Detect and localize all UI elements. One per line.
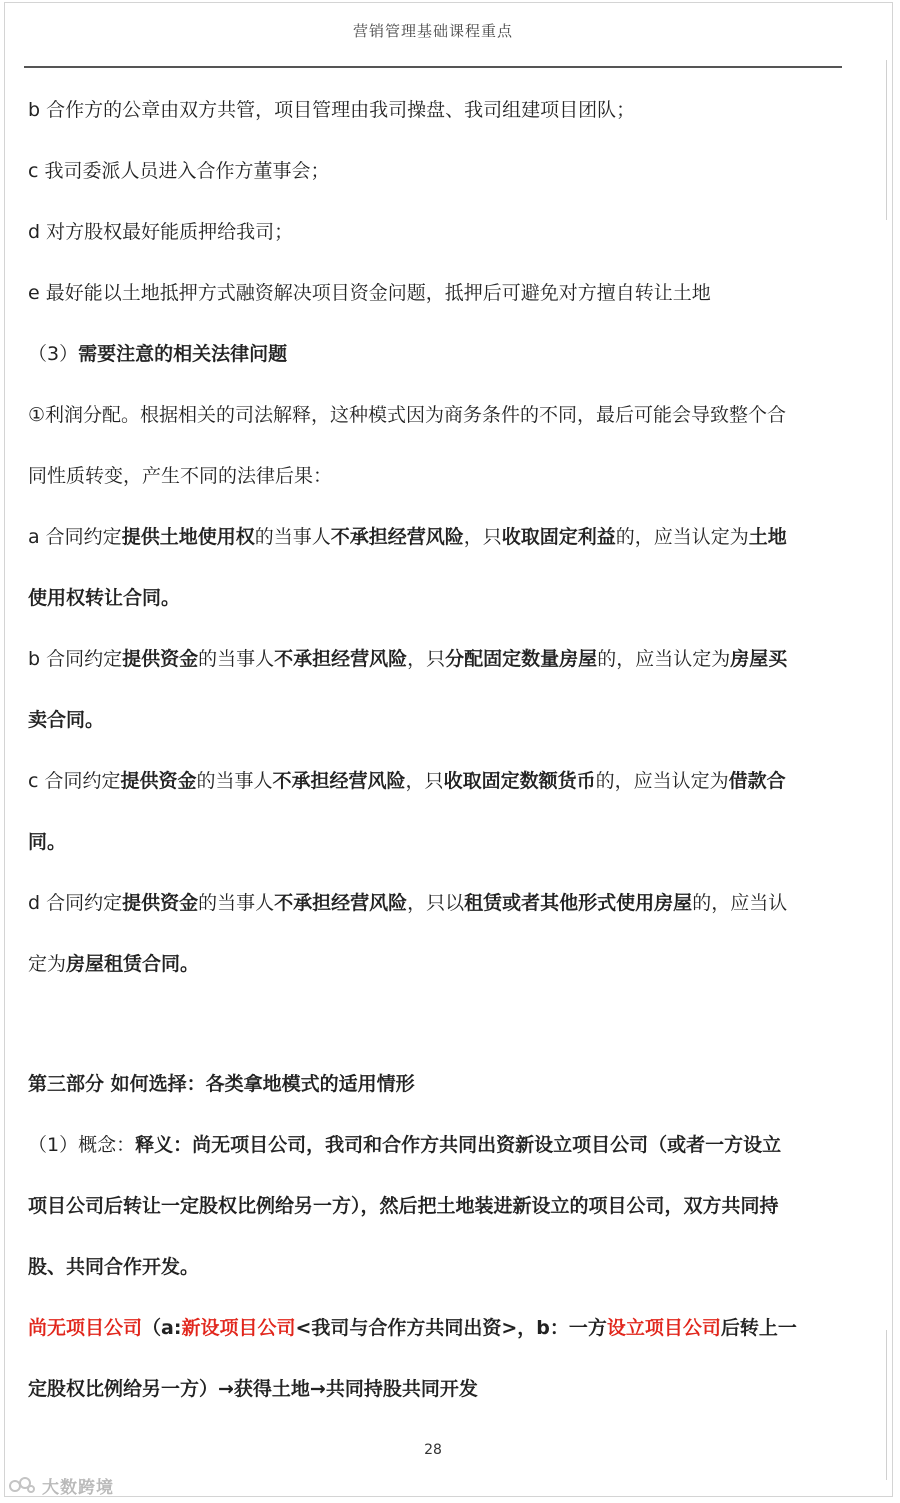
text-line: b 合同约定提供资金的当事人不承担经营风险，只分配固定数量房屋的，应当认定为房屋买 (28, 648, 788, 670)
text-line: 项目公司后转让一定股权比例给另一方），然后把土地装进新设立的项目公司，双方共同持 (28, 1195, 779, 1217)
page-edge-mark (886, 60, 887, 220)
text-line: a 合同约定提供土地使用权的当事人不承担经营风险，只收取固定利益的，应当认定为土地 (28, 526, 787, 548)
watermark (8, 1472, 114, 1498)
text-line: 定为房屋租赁合同。 (28, 953, 200, 975)
text-line: （1）概念：释义：尚无项目公司，我司和合作方共同出资新设立项目公司（或者一方设立 (28, 1134, 782, 1156)
brand-logo-icon (8, 1474, 36, 1496)
text-line: 同性质转变，产生不同的法律后果： (28, 465, 333, 487)
text-line: e 最好能以土地抵押方式融资解决项目资金问题，抵押后可避免对方擅自转让土地 (28, 282, 711, 304)
page-header-title: 营销管理基础课程重点 (352, 22, 513, 40)
text-line: b 合作方的公章由双方共管，项目管理由我司操盘、我司组建项目团队； (28, 99, 636, 121)
text-line: d 对方股权最好能质押给我司； (28, 221, 294, 243)
text-line: ①利润分配。根据相关的司法解释，这种模式因为商务条件的不同，最后可能会导致整个合 (28, 404, 787, 426)
text-line: 同。 (28, 831, 67, 853)
text-line: 尚无项目公司（a:新设项目公司<我司与合作方共同出资>，b：一方设立项目公司后转上一 (28, 1317, 797, 1339)
header-divider (24, 66, 842, 68)
text-line: 股、共同合作开发。 (28, 1256, 200, 1278)
text-line: 卖合同。 (28, 709, 105, 731)
section-heading: 第三部分 如何选择：各类拿地模式的适用情形 (28, 1073, 415, 1095)
text-line: 定股权比例给另一方）→获得土地→共同持股共同开发 (28, 1378, 478, 1400)
watermark-text: 大数跨境 (42, 1477, 114, 1498)
page-edge-mark (886, 1330, 887, 1480)
text-line: 使用权转让合同。 (28, 587, 181, 609)
text-line: c 合同约定提供资金的当事人不承担经营风险，只收取固定数额货币的，应当认定为借款合 (28, 770, 786, 792)
page-number: 28 (424, 1442, 442, 1458)
section-subheading: （3）需要注意的相关法律问题 (28, 343, 288, 365)
text-line: c 我司委派人员进入合作方董事会； (28, 160, 330, 182)
text-line: d 合同约定提供资金的当事人不承担经营风险，只以租赁或者其他形式使用房屋的，应当认 (28, 892, 788, 914)
